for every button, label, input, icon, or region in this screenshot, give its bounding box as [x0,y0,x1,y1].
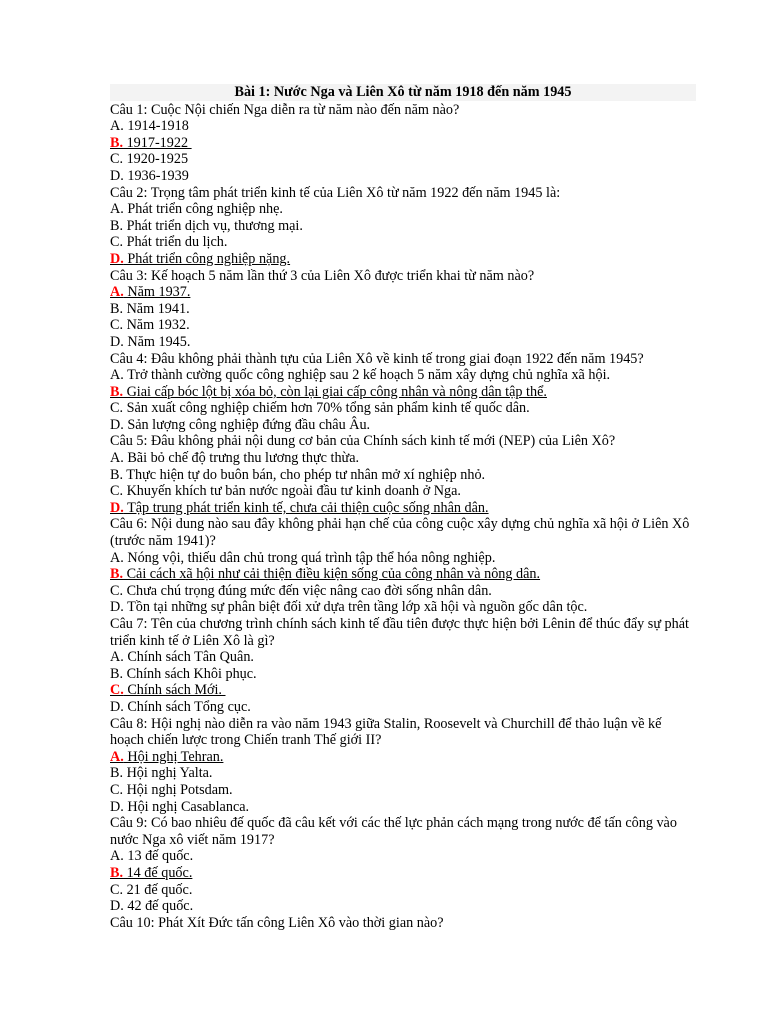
correct-answer-option [110,566,696,583]
answer-text: 14 đế quốc. [123,864,193,881]
answer-text: Bãi bỏ chế độ trưng thu lương thực thừa. [123,450,360,467]
answer-option [110,301,696,318]
answer-option-content [110,848,193,864]
correct-answer-option [110,251,696,268]
answer-option [110,699,696,716]
answer-letter: B. [110,765,124,782]
answer-text: 1936-1939 [123,167,189,184]
answer-letter: A. [110,649,124,666]
answer-text: Trở thành cường quốc công nghiệp sau 2 kế hoạch 5 năm xây dựng chủ nghĩa xã hội. [123,367,611,384]
answer-option-content [110,284,190,300]
answer-letter: A. [110,848,124,865]
correct-answer-option [110,749,696,766]
answer-letter: D. [110,416,124,433]
answer-option-content [110,234,227,250]
answer-letter: B. [110,665,124,682]
answer-option-content [110,882,192,898]
answer-option [110,799,696,816]
answer-option [110,882,696,899]
answer-text: 1917-1922 [123,134,192,151]
answer-text: Chính sách Tân Quân. [123,649,254,666]
answer-option [110,151,696,168]
answer-letter: B. [110,864,124,881]
answer-option-content [110,417,370,433]
answer-option-content [110,400,530,416]
answer-option-content [110,118,189,134]
correct-answer-option [110,384,696,401]
answer-option-content [110,135,192,151]
answer-text: Hội nghị Potsdam. [123,781,233,798]
question-block [110,433,696,516]
answer-text: Năm 1941. [123,300,190,317]
document-title: Bài 1: Nước Nga và Liên Xô từ năm 1918 đến năm 1945 [110,84,696,101]
question-text: Câu 4: Đâu không phải thành tựu của Liên Xô về kinh tế trong giai đoạn 1922 đến năm 1945? [110,350,644,367]
answer-text: Năm 1937. [123,284,191,301]
answer-option-content [110,666,257,682]
answer-letter: A. [110,450,124,467]
answer-option-content [110,682,226,698]
answer-text: Nóng vội, thiếu dân chủ trong quá trình tập thể hóa nông nghiệp. [123,549,496,566]
answer-text: Tồn tại những sự phân biệt đối xử dựa trên tầng lớp xã hội và nguồn gốc dân tộc. [123,599,588,616]
question-block [110,915,696,932]
answer-text: Hội nghị Yalta. [123,765,213,782]
answer-letter: A. [110,367,124,384]
answer-option [110,765,696,782]
answer-letter: B. [110,300,124,317]
question-block [110,102,696,185]
answer-letter: D. [110,698,124,715]
answer-letter: D. [110,898,124,915]
answer-option-content [110,765,212,781]
answer-letter: C. [110,151,124,168]
correct-answer-option [110,284,696,301]
answer-letter: C. [110,400,124,417]
answer-option-content [110,550,495,566]
answer-option [110,334,696,351]
answer-option [110,234,696,251]
question-text: Câu 8: Hội nghị nào diễn ra vào năm 1943 giữa Stalin, Roosevelt và Churchill để thảo luận về kế hoạch chiến lược trong Chiến tranh Thế giới II? [110,715,662,749]
answer-letter: C. [110,582,124,599]
answer-letter: C. [110,234,124,251]
answer-option-content [110,699,251,715]
answer-option [110,218,696,235]
answer-letter: D. [110,499,124,516]
answer-option-content [110,334,190,350]
answer-letter: D. [110,250,124,267]
answer-text: Chính sách Khôi phục. [123,665,257,682]
answer-text: Chính sách Mới. [123,682,226,699]
answer-option-content [110,151,188,167]
question-block [110,815,696,915]
answer-option [110,417,696,434]
answer-text: Sản xuất công nghiệp chiếm hơn 70% tổng sản phẩm kinh tế quốc dân. [123,400,530,417]
answer-text: Phát triển công nghiệp nhẹ. [123,201,283,218]
answer-option-content [110,301,190,317]
answer-letter: A. [110,118,124,135]
question-text: Câu 1: Cuộc Nội chiến Nga diễn ra từ năm nào đến năm nào? [110,101,460,118]
answer-option [110,666,696,683]
answer-letter: D. [110,333,124,350]
question-block [110,351,696,434]
answer-option-content [110,201,283,217]
answer-text: Phát triển du lịch. [123,234,228,251]
answer-letter: C. [110,483,124,500]
answer-option-content [110,218,303,234]
answer-letter: C. [110,682,124,699]
answer-letter: B. [110,383,124,400]
answer-text: Hội nghị Tehran. [123,748,224,765]
answer-option-content [110,749,223,765]
answer-option-content [110,467,485,483]
question-block [110,616,696,716]
answer-text: Hội nghị Casablanca. [123,798,250,815]
answer-option-content [110,367,610,383]
question-list [110,102,696,932]
answer-letter: C. [110,781,124,798]
answer-letter: B. [110,466,124,483]
document-page [110,84,696,931]
answer-option-content [110,898,193,914]
answer-text: Chính sách Tổng cục. [123,698,251,715]
question-block [110,716,696,816]
answer-letter: D. [110,599,124,616]
answer-letter: A. [110,549,124,566]
answer-option [110,583,696,600]
answer-letter: C. [110,881,124,898]
answer-text: Sản lượng công nghiệp đứng đầu châu Âu. [123,416,371,433]
answer-option [110,898,696,915]
answer-option-content [110,865,192,881]
answer-text: Tập trung phát triển kinh tế, chưa cải thiện cuộc sống nhân dân. [123,499,489,516]
answer-option [110,649,696,666]
answer-letter: B. [110,566,124,583]
answer-option [110,201,696,218]
answer-option-content [110,799,249,815]
answer-text: Chưa chú trọng đúng mức đến việc nâng cao đời sống nhân dân. [123,582,492,599]
answer-option [110,599,696,616]
answer-option-content [110,483,461,499]
question-text: Câu 3: Kế hoạch 5 năm lần thứ 3 của Liên Xô được triển khai từ năm nào? [110,267,535,284]
answer-letter: A. [110,748,124,765]
answer-text: Cải cách xã hội như cải thiện điều kiện sống của công nhân và nông dân. [123,566,541,583]
answer-text: Năm 1945. [123,333,191,350]
answer-option-content [110,500,489,516]
answer-letter: A. [110,201,124,218]
answer-letter: B. [110,217,124,234]
answer-option-content [110,168,189,184]
answer-option [110,168,696,185]
answer-letter: B. [110,134,124,151]
question-text: Câu 5: Đâu không phải nội dung cơ bản của Chính sách kinh tế mới (NEP) của Liên Xô? [110,433,616,450]
answer-option-content [110,649,254,665]
answer-option [110,450,696,467]
answer-text: Giai cấp bóc lột bị xóa bỏ, còn lại giai cấp công nhân và nông dân tập thể. [123,383,547,400]
answer-option [110,367,696,384]
answer-text: 42 đế quốc. [123,898,194,915]
correct-answer-option [110,135,696,152]
answer-option [110,118,696,135]
correct-answer-option [110,500,696,517]
answer-text: 21 đế quốc. [123,881,193,898]
answer-text: Phát triển công nghiệp nặng. [123,250,291,267]
correct-answer-option [110,865,696,882]
answer-option-content [110,566,540,582]
answer-option-content [110,450,359,466]
question-text: Câu 9: Có bao nhiêu đế quốc đã câu kết với các thế lực phản cách mạng trong nước để tấn công vào nước Nga xô viết năm 1917? [110,815,677,848]
answer-option-content [110,782,233,798]
answer-text: Phát triển dịch vụ, thương mại. [123,217,303,234]
answer-option [110,483,696,500]
answer-text: Năm 1932. [123,317,190,334]
answer-option-content [110,583,492,599]
answer-letter: D. [110,798,124,815]
question-text: Câu 7: Tên của chương trình chính sách kinh tế đầu tiên được thực hiện bởi Lênin để thúc đẩy sự phát triển kinh tế ở Liên Xô là gì? [110,616,689,649]
question-block [110,268,696,351]
answer-text: Khuyến khích tư bản nước ngoài đầu tư kinh doanh ở Nga. [123,483,461,500]
question-text: Câu 2: Trọng tâm phát triển kinh tế của Liên Xô từ năm 1922 đến năm 1945 là: [110,184,561,201]
answer-option [110,400,696,417]
answer-option-content [110,317,190,333]
answer-text: Thực hiện tự do buôn bán, cho phép tư nhân mở xí nghiệp nhỏ. [123,466,486,483]
answer-letter: A. [110,284,124,301]
answer-option [110,782,696,799]
answer-option [110,550,696,567]
question-text: Câu 6: Nội dung nào sau đây không phải hạn chế của công cuộc xây dựng chủ nghĩa xã hội ở Liên Xô (trước năm 1941)? [110,516,690,550]
answer-option [110,317,696,334]
question-text: Câu 10: Phát Xít Đức tấn công Liên Xô vào thời gian nào? [110,914,444,931]
answer-text: 1914-1918 [123,118,189,135]
question-block [110,516,696,616]
answer-option [110,467,696,484]
correct-answer-option [110,682,696,699]
answer-option-content [110,599,587,615]
answer-letter: D. [110,167,124,184]
answer-text: 1920-1925 [123,151,189,168]
answer-text: 13 đế quốc. [123,848,194,865]
answer-letter: C. [110,317,124,334]
question-block [110,185,696,268]
answer-option [110,848,696,865]
answer-option-content [110,251,290,267]
answer-option-content [110,384,547,400]
